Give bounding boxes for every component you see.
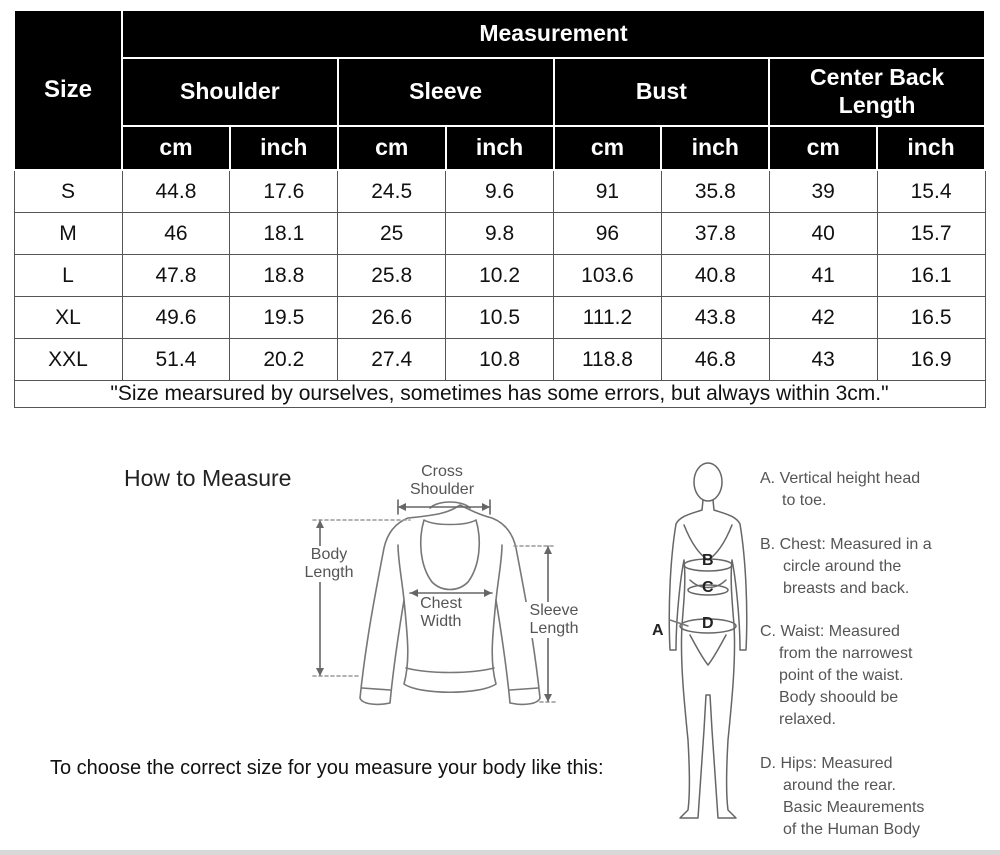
value-cell: 9.6 [446,170,554,213]
value-cell: 25 [338,213,446,255]
value-cell: 46 [122,213,230,255]
body-letter-c: C [702,579,714,596]
value-cell: 43 [769,339,877,381]
value-cell: 16.1 [877,255,985,297]
legend-line: breasts and back. [783,580,910,597]
legend-line: Basic Meaurements [783,799,925,816]
value-cell: 37.8 [661,213,769,255]
measurement-header: Measurement [122,10,985,58]
sleeve-length-label-line: Sleeve [529,602,579,619]
legend-line: A. Vertical height head [760,470,921,487]
value-cell: 18.1 [230,213,338,255]
bottom-divider [0,850,1000,855]
center-back-length-header: Center Back Length [769,58,985,126]
value-cell: 17.6 [230,170,338,213]
value-cell: 118.8 [554,339,662,381]
value-cell: 40 [769,213,877,255]
value-cell: 20.2 [230,339,338,381]
sleeve-length-label [524,602,584,638]
value-cell: 51.4 [122,339,230,381]
size-cell: M [14,213,122,255]
unit-header: cm [122,126,230,170]
unit-header: inch [230,126,338,170]
value-cell: 16.5 [877,297,985,339]
value-cell: 25.8 [338,255,446,297]
body-letter-a: A [652,622,664,639]
value-cell: 10.8 [446,339,554,381]
value-cell: 43.8 [661,297,769,339]
legend-line: to toe. [782,492,827,509]
body-length-label [296,546,362,582]
unit-header: cm [554,126,662,170]
value-cell: 49.6 [122,297,230,339]
legend-line: around the rear. [783,777,896,794]
legend-line: relaxed. [779,711,836,728]
value-cell: 40.8 [661,255,769,297]
sleeve-header: Sleeve [338,58,554,126]
size-cell: XXL [14,339,122,381]
value-cell: 44.8 [122,170,230,213]
value-cell: 91 [554,170,662,213]
value-cell: 103.6 [554,255,662,297]
value-cell: 41 [769,255,877,297]
value-cell: 19.5 [230,297,338,339]
legend-line: D. Hips: Measured [760,755,893,772]
unit-header: cm [338,126,446,170]
size-cell: S [14,170,122,213]
value-cell: 35.8 [661,170,769,213]
value-cell: 27.4 [338,339,446,381]
cross-shoulder-label [399,463,485,499]
value-cell: 26.6 [338,297,446,339]
legend-line: from the narrowest [779,645,913,662]
value-cell: 9.8 [446,213,554,255]
cross-shoulder-label-line: Cross [421,463,463,480]
measure-instruction: To choose the correct size for you measure your body like this: [50,757,604,779]
legend-line: C. Waist: Measured [760,623,900,640]
value-cell: 10.5 [446,297,554,339]
unit-header: inch [446,126,554,170]
value-cell: 24.5 [338,170,446,213]
unit-header: inch [661,126,769,170]
body-letter-b: B [702,552,714,569]
value-cell: 10.2 [446,255,554,297]
how-to-measure-title: How to Measure [124,465,292,491]
body-length-label-line: Body [310,546,348,563]
chest-width-label [408,595,474,631]
value-cell: 16.9 [877,339,985,381]
measurement-note: "Size mearsured by ourselves, sometimes has some errors, but always within 3cm." [14,381,985,408]
chest-width-label-line: Chest [420,595,462,612]
body-letter-d: D [702,615,714,632]
legend-line: point of the waist. [779,667,904,684]
chest-width-label-line: Width [420,613,462,630]
value-cell: 46.8 [661,339,769,381]
legend-line: Body shoould be [779,689,899,706]
legend-line: B. Chest: Measured in a [760,536,932,553]
value-cell: 111.2 [554,297,662,339]
unit-header: cm [769,126,877,170]
value-cell: 42 [769,297,877,339]
size-cell: L [14,255,122,297]
body-figure [669,463,747,818]
sleeve-length-label-line: Length [529,620,579,637]
unit-header: inch [877,126,985,170]
value-cell: 15.4 [877,170,985,213]
value-cell: 18.8 [230,255,338,297]
legend-line: of the Human Body [783,821,920,838]
body-length-label-line: Length [304,564,354,581]
value-cell: 39 [769,170,877,213]
value-cell: 15.7 [877,213,985,255]
size-cell: XL [14,297,122,339]
shoulder-header: Shoulder [122,58,338,126]
value-cell: 96 [554,213,662,255]
legend-line: circle around the [783,558,902,575]
size-column-header: Size [14,10,122,170]
value-cell: 47.8 [122,255,230,297]
cross-shoulder-label-line: Shoulder [409,481,475,498]
bust-header: Bust [554,58,770,126]
sweater-collar [421,520,480,590]
